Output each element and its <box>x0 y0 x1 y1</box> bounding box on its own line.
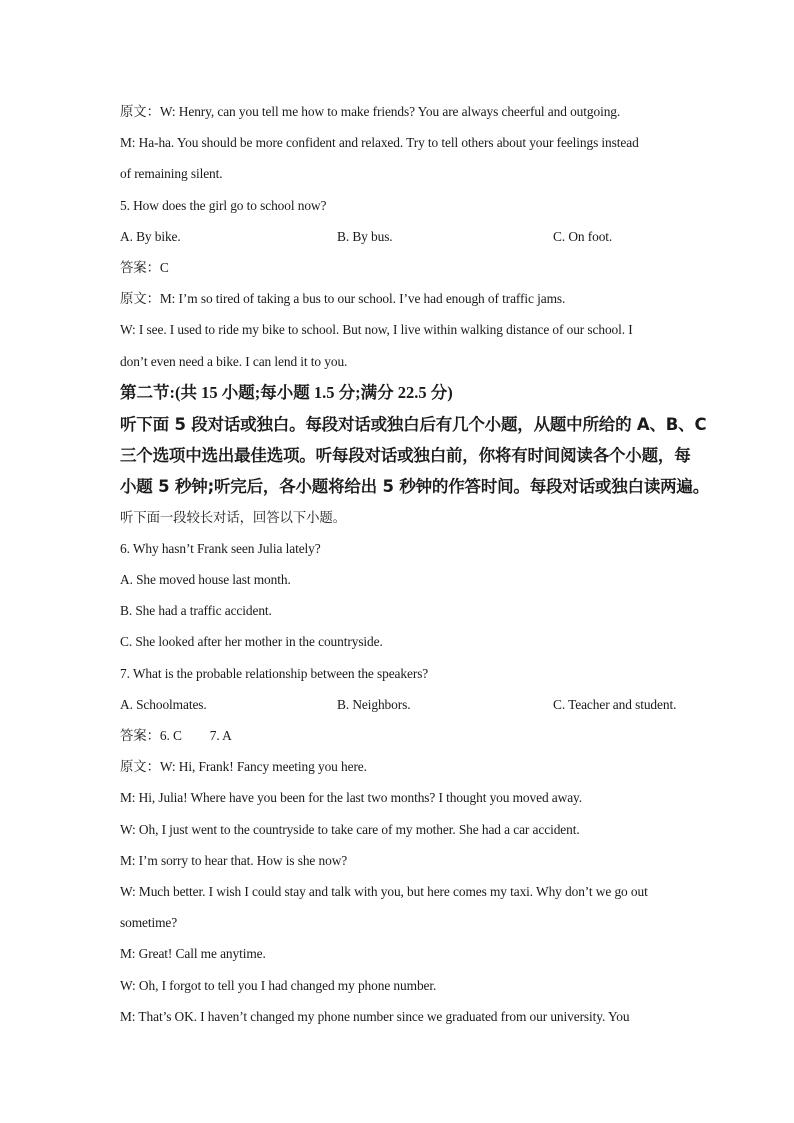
transcript-line: M: I’m sorry to hear that. How is she now? <box>120 852 348 868</box>
answer-5: 答案：C <box>120 259 169 275</box>
transcript-line: sometime? <box>120 915 178 931</box>
transcript-line: M: Ha-ha. You should be more confident and relaxed. Try to tell others about your feelings instead <box>120 135 639 151</box>
section-instructions: 三个选项中选出最佳选项。听每段对话或独白前，你将有时间阅读各个小题，每 <box>120 445 691 465</box>
option-c: C. On foot. <box>553 228 613 244</box>
transcript-line: W: Much better. I wish I could stay and talk with you, but here comes my taxi. Why don’t we go out <box>120 883 648 899</box>
transcript-line: of remaining silent. <box>120 166 223 182</box>
section-lead: 听下面一段较长对话，回答以下小题。 <box>120 509 346 525</box>
option-a: A. By bike. <box>120 228 181 244</box>
transcript-line: don’t even need a bike. I can lend it to you. <box>120 353 348 369</box>
option-b: B. Neighbors. <box>337 696 411 712</box>
transcript-line: M: Hi, Julia! Where have you been for the last two months? I thought you moved away. <box>120 790 583 806</box>
answer-7: 7. A <box>209 728 232 743</box>
section-title: 第二节:(共 15 小题;每小题 1.5 分;满分 22.5 分) <box>120 382 453 402</box>
transcript-line: 原文：W: Hi, Frank! Fancy meeting you here. <box>120 759 367 775</box>
transcript-line: W: Oh, I forgot to tell you I had changed my phone number. <box>120 977 437 993</box>
question-5: 5. How does the girl go to school now? <box>120 197 327 213</box>
option-a: A. She moved house last month. <box>120 572 291 588</box>
option-b: B. She had a traffic accident. <box>120 603 272 619</box>
transcript-line: M: Great! Call me anytime. <box>120 946 266 962</box>
document-page <box>120 96 710 1032</box>
transcript-line: 原文：W: Henry, can you tell me how to make friends? You are always cheerful and outgoing. <box>120 104 621 119</box>
q5-options <box>120 221 700 252</box>
section-instructions: 听下面 5 段对话或独白。每段对话或独白后有几个小题，从题中所给的 A、B、C <box>120 414 707 434</box>
transcript-line: M: That’s OK. I haven’t changed my phone number since we graduated from our university. You <box>120 1008 630 1024</box>
q7-options <box>120 689 700 720</box>
question-7: 7. What is the probable relationship between the speakers? <box>120 665 429 681</box>
answer-6: 答案：6. C <box>120 728 182 743</box>
transcript-line: W: I see. I used to ride my bike to school. But now, I live within walking distance of our school. I <box>120 322 633 338</box>
option-c: C. She looked after her mother in the countryside. <box>120 634 383 650</box>
transcript-line: W: Oh, I just went to the countryside to take care of my mother. She had a car accident. <box>120 821 580 837</box>
option-c: C. Teacher and student. <box>553 696 677 712</box>
question-6: 6. Why hasn’t Frank seen Julia lately? <box>120 540 321 556</box>
answer-6-7 <box>120 720 700 751</box>
option-a: A. Schoolmates. <box>120 696 207 712</box>
option-b: B. By bus. <box>337 228 393 244</box>
section-instructions: 小题 5 秒钟;听完后，各小题将给出 5 秒钟的作答时间。每段对话或独白读两遍。 <box>120 476 710 496</box>
transcript-line: 原文：M: I’m so tired of taking a bus to our school. I’ve had enough of traffic jams. <box>120 291 566 307</box>
